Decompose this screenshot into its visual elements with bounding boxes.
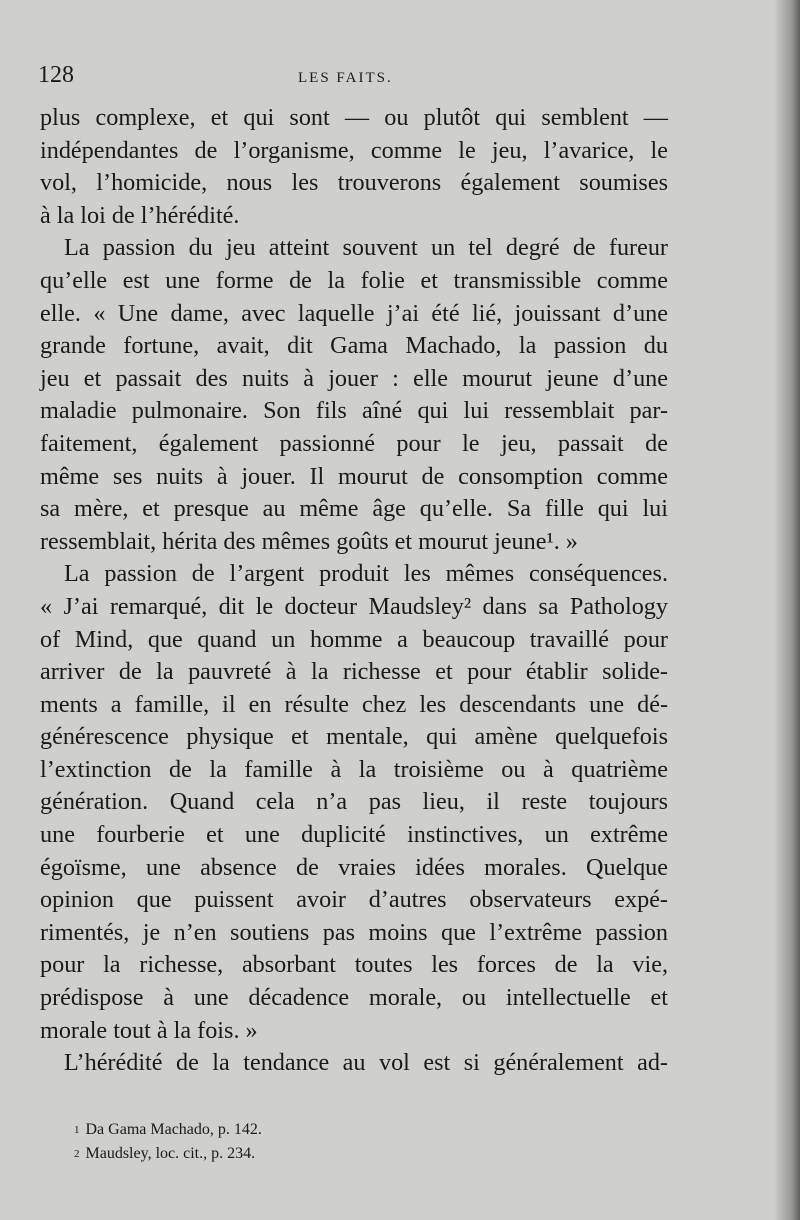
page-edge-shadow bbox=[774, 0, 800, 1220]
text-line: une fourberie et une duplicité instinctives, un extrême bbox=[40, 821, 668, 849]
text-line: l’extinction de la famille à la troisième ou à quatrième bbox=[40, 755, 668, 783]
text-line: faitement, également passionné pour le jeu, passait de bbox=[40, 429, 668, 457]
text-line: grande fortune, avait, dit Gama Machado, la passion du bbox=[40, 332, 668, 360]
text-line: à la loi de l’hérédité. bbox=[40, 201, 240, 229]
text-line: ments a famille, il en résulte chez les descendants une dé- bbox=[40, 690, 668, 718]
text-line: égoïsme, une absence de vraies idées morales. Quelque bbox=[40, 853, 668, 881]
text-line: jeu et passait des nuits à jouer : elle mourut jeune d’une bbox=[40, 364, 668, 392]
text-line: sa mère, et presque au même âge qu’elle. Sa fille qui lui bbox=[40, 495, 668, 523]
text-line: indépendantes de l’organisme, comme le jeu, l’avarice, le bbox=[40, 136, 668, 164]
footnote-mark: 2 bbox=[74, 1148, 80, 1160]
footnote-text: Maudsley, loc. cit., p. 234. bbox=[85, 1145, 256, 1162]
text-line: vol, l’homicide, nous les trouverons également soumises bbox=[40, 169, 668, 197]
text-line: elle. « Une dame, avec laquelle j’ai été lié, jouissant d’une bbox=[40, 299, 668, 327]
running-head: LES FAITS. bbox=[298, 70, 393, 86]
text-line: rimentés, je n’en soutiens pas moins que l’extrême passion bbox=[40, 918, 668, 946]
text-line: opinion que puissent avoir d’autres observateurs expé- bbox=[40, 886, 668, 914]
text-line: ressemblait, hérita des mêmes goûts et mourut jeune¹. » bbox=[40, 527, 578, 555]
text-line: « J’ai remarqué, dit le docteur Maudsley² dans sa Pathology bbox=[40, 592, 668, 620]
page-header bbox=[38, 62, 658, 92]
text-line: arriver de la pauvreté à la richesse et pour établir solide- bbox=[40, 658, 668, 686]
text-line: qu’elle est une forme de la folie et transmissible comme bbox=[40, 266, 668, 294]
text-line: La passion du jeu atteint souvent un tel degré de fureur bbox=[64, 234, 668, 262]
footnote bbox=[74, 1118, 574, 1142]
footnotes bbox=[74, 1118, 574, 1166]
text-line: L’hérédité de la tendance au vol est si généralement ad- bbox=[64, 1049, 668, 1077]
footnote-text: Da Gama Machado, p. 142. bbox=[85, 1121, 262, 1138]
text-line: of Mind, que quand un homme a beaucoup travaillé pour bbox=[40, 625, 668, 653]
text-line: prédispose à une décadence morale, ou intellectuelle et bbox=[40, 984, 668, 1012]
text-line: plus complexe, et qui sont — ou plutôt qui semblent — bbox=[40, 104, 668, 131]
text-line: morale tout à la fois. » bbox=[40, 1016, 258, 1044]
footnote bbox=[74, 1142, 574, 1166]
page-number: 128 bbox=[38, 62, 74, 88]
text-line: pour la richesse, absorbant toutes les forces de la vie, bbox=[40, 951, 668, 979]
footnote-mark: 1 bbox=[74, 1124, 80, 1136]
text-line: générescence physique et mentale, qui amène quelquefois bbox=[40, 723, 668, 751]
text-line: La passion de l’argent produit les mêmes conséquences. bbox=[64, 560, 668, 588]
text-line: même ses nuits à jouer. Il mourut de consomption comme bbox=[40, 462, 668, 490]
text-line: génération. Quand cela n’a pas lieu, il reste toujours bbox=[40, 788, 668, 816]
body-text bbox=[40, 102, 668, 1080]
text-line: maladie pulmonaire. Son fils aîné qui lui ressemblait par- bbox=[40, 397, 668, 425]
